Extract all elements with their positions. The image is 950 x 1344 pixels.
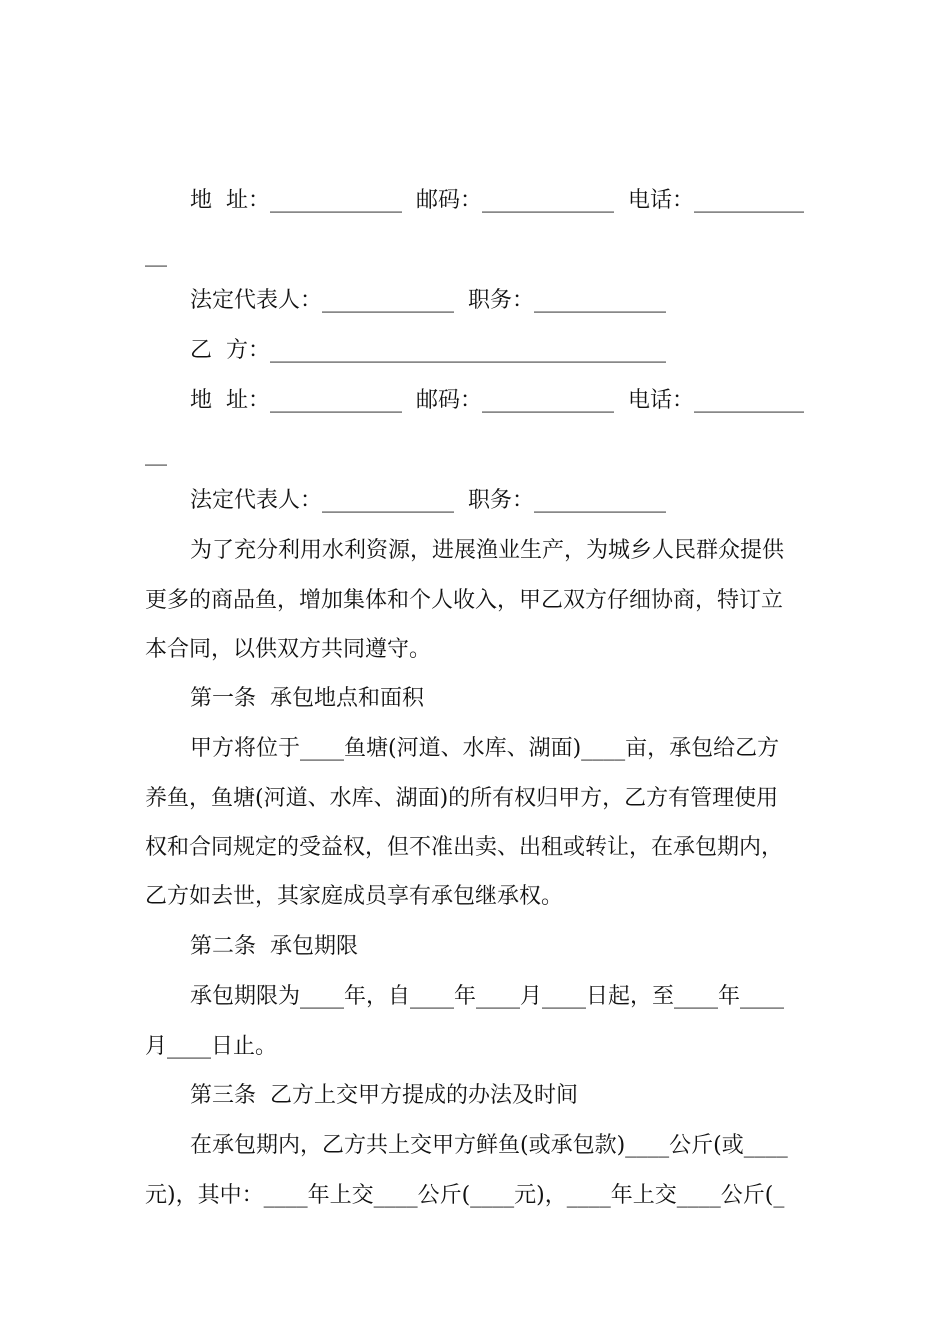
party-b-representative-line: 法定代表人：____________ 职务：____________	[190, 488, 666, 513]
article-1-line-3: 权和合同规定的受益权，但不准出卖、出租或转让，在承包期内，	[145, 835, 784, 860]
article-3-line-1: 在承包期内，乙方共上交甲方鲜鱼(或承包款)____公斤(或____	[190, 1133, 788, 1158]
article-1-heading: 第一条 承包地点和面积	[190, 686, 424, 711]
party-b-address-line-wrap: __	[145, 441, 167, 466]
party-a-address-line-wrap: __	[145, 242, 167, 267]
article-3-heading: 第三条 乙方上交甲方提成的办法及时间	[190, 1083, 578, 1108]
article-2-line-1: 承包期限为____年，自____年____月____日起，至____年____	[190, 984, 785, 1009]
article-1-line-4: 乙方如去世，其家庭成员享有承包继承权。	[145, 884, 564, 909]
article-2-line-2: 月____日止。	[145, 1034, 278, 1059]
article-1-line-2: 养鱼，鱼塘(河道、水库、湖面)的所有权归甲方，乙方有管理使用	[145, 786, 779, 811]
party-b-line: 乙 方：____________________________________	[190, 338, 666, 363]
preamble-line-3: 本合同，以供双方共同遵守。	[145, 637, 432, 662]
party-a-address-line: 地 址：____________ 邮码：____________ 电话：__________	[190, 188, 804, 213]
party-a-representative-line: 法定代表人：____________ 职务：____________	[190, 288, 666, 313]
preamble-line-2: 更多的商品鱼，增加集体和个人收入，甲乙双方仔细协商，特订立	[145, 588, 784, 613]
preamble-line-1: 为了充分利用水利资源，进展渔业生产，为城乡人民群众提供	[190, 538, 785, 563]
article-1-line-1: 甲方将位于____鱼塘(河道、水库、湖面)____亩，承包给乙方	[190, 736, 780, 761]
article-3-line-2: 元)，其中：____年上交____公斤(____元)，____年上交____公斤(_	[145, 1183, 785, 1208]
party-b-address-line: 地 址：____________ 邮码：____________ 电话：__________	[190, 388, 804, 413]
article-2-heading: 第二条 承包期限	[190, 934, 358, 959]
